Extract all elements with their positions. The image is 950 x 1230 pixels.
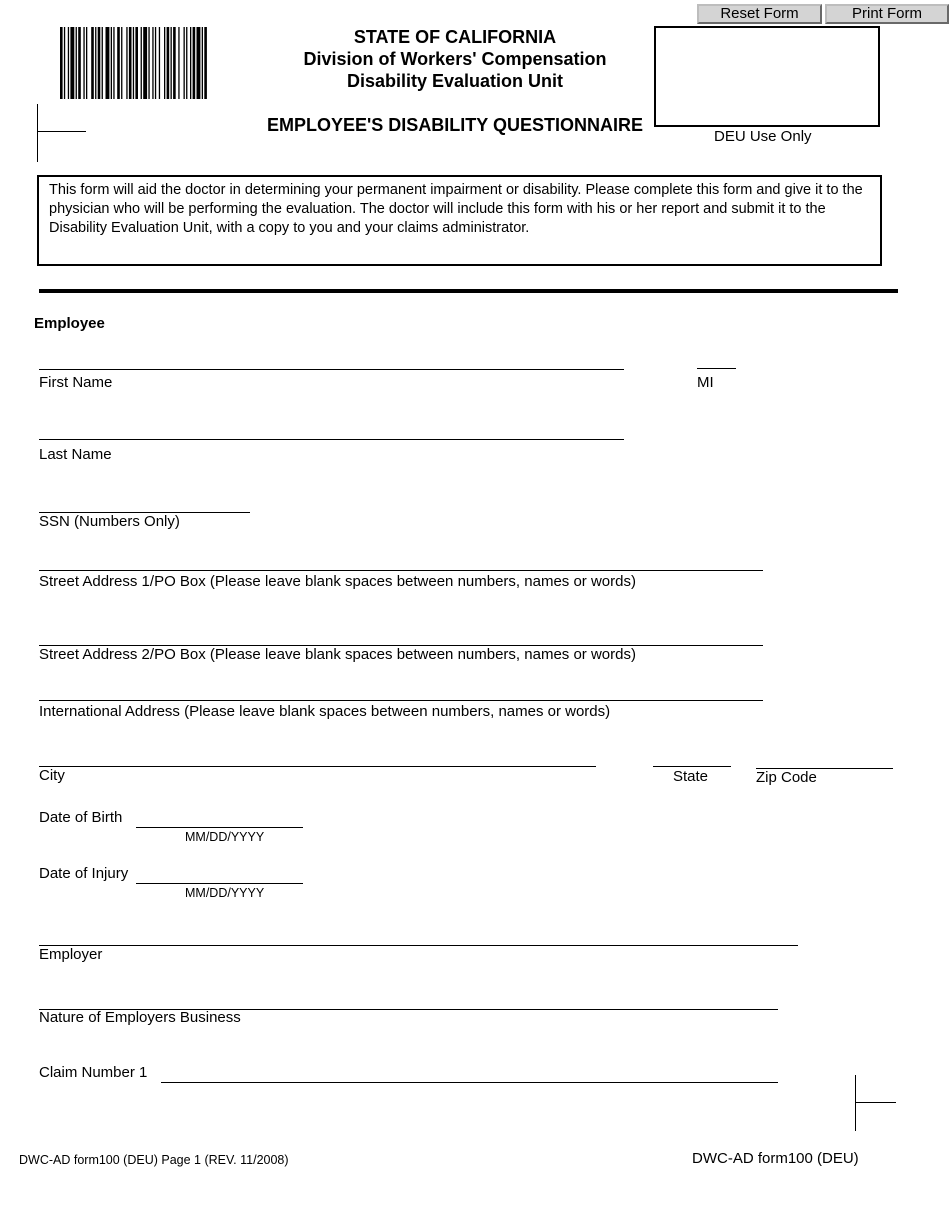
date-of-birth-format-hint: MM/DD/YYYY — [185, 830, 265, 844]
date-of-birth-line — [136, 827, 303, 828]
date-of-birth-label: Date of Birth — [39, 809, 123, 826]
section-divider — [39, 289, 898, 293]
employer-line — [39, 945, 798, 946]
mi-input[interactable] — [697, 350, 735, 368]
print-form-button[interactable]: Print Form — [825, 4, 949, 24]
ssn-label: SSN (Numbers Only) — [39, 513, 180, 530]
mi-label: MI — [697, 374, 714, 391]
employer-label: Employer — [39, 946, 103, 963]
international-address-line — [39, 700, 763, 701]
zip-code-input[interactable] — [756, 750, 892, 768]
city-input[interactable] — [39, 748, 594, 766]
date-of-birth-input[interactable] — [136, 809, 302, 827]
nature-of-business-input[interactable] — [39, 991, 776, 1009]
zip-code-label: Zip Code — [756, 769, 817, 786]
footer-form-id: DWC-AD form100 (DEU) Page 1 (REV. 11/2008) — [19, 1153, 289, 1167]
street-address-1-label: Street Address 1/PO Box (Please leave blank spaces between numbers, names or words) — [39, 573, 636, 590]
deu-use-only-label: DEU Use Only — [714, 128, 812, 145]
last-name-input[interactable] — [39, 421, 623, 439]
nature-of-business-label: Nature of Employers Business — [39, 1009, 241, 1026]
mi-line — [697, 368, 736, 369]
last-name-line — [39, 439, 624, 440]
barcode-image — [60, 27, 262, 99]
city-line — [39, 766, 596, 767]
date-of-injury-input[interactable] — [136, 865, 302, 883]
street-address-1-input[interactable] — [39, 552, 761, 570]
first-name-input[interactable] — [39, 351, 623, 369]
header-division: Division of Workers' Compensation — [303, 49, 607, 69]
date-of-injury-format-hint: MM/DD/YYYY — [185, 886, 265, 900]
city-label: City — [39, 767, 65, 784]
state-line — [653, 766, 731, 767]
claim-number-1-label: Claim Number 1 — [39, 1064, 148, 1081]
crop-mark-bottom-right — [855, 1075, 856, 1131]
street-address-2-label: Street Address 2/PO Box (Please leave blank spaces between numbers, names or words) — [39, 646, 636, 663]
employer-input[interactable] — [39, 927, 796, 945]
date-of-injury-label: Date of Injury — [39, 865, 129, 882]
street-address-1-line — [39, 570, 763, 571]
first-name-line — [39, 369, 624, 370]
deu-use-only-box — [654, 26, 880, 127]
crop-mark-bottom-right-h — [856, 1102, 896, 1103]
state-label: State — [673, 768, 709, 785]
last-name-label: Last Name — [39, 446, 112, 463]
claim-number-1-input[interactable] — [161, 1064, 776, 1082]
footer-form-name: DWC-AD form100 (DEU) — [692, 1150, 859, 1167]
crop-mark-top-left — [37, 104, 38, 162]
state-input[interactable] — [653, 748, 730, 766]
crop-mark-top-left-h — [38, 131, 86, 132]
date-of-injury-line — [136, 883, 303, 884]
page-title: EMPLOYEE'S DISABILITY QUESTIONNAIRE — [267, 115, 643, 135]
header-unit: Disability Evaluation Unit — [346, 71, 564, 91]
international-address-input[interactable] — [39, 682, 761, 700]
section-title-employee: Employee — [34, 315, 105, 332]
reset-form-button[interactable]: Reset Form — [697, 4, 822, 24]
first-name-label: First Name — [39, 374, 113, 391]
claim-number-1-line — [161, 1082, 778, 1083]
international-address-label: International Address (Please leave blank spaces between numbers, names or words) — [39, 703, 611, 720]
intro-text-box: This form will aid the doctor in determining your permanent impairment or disability. Please complete this form and give it to the physician who will be performing the evaluation. The doctor will include this form with his or her report and submit it to the Disability Evaluation Unit, with a copy to you and your claims administrator. — [37, 175, 882, 266]
street-address-2-input[interactable] — [39, 627, 761, 645]
header-state: STATE OF CALIFORNIA — [353, 27, 557, 47]
ssn-input[interactable] — [39, 494, 249, 512]
